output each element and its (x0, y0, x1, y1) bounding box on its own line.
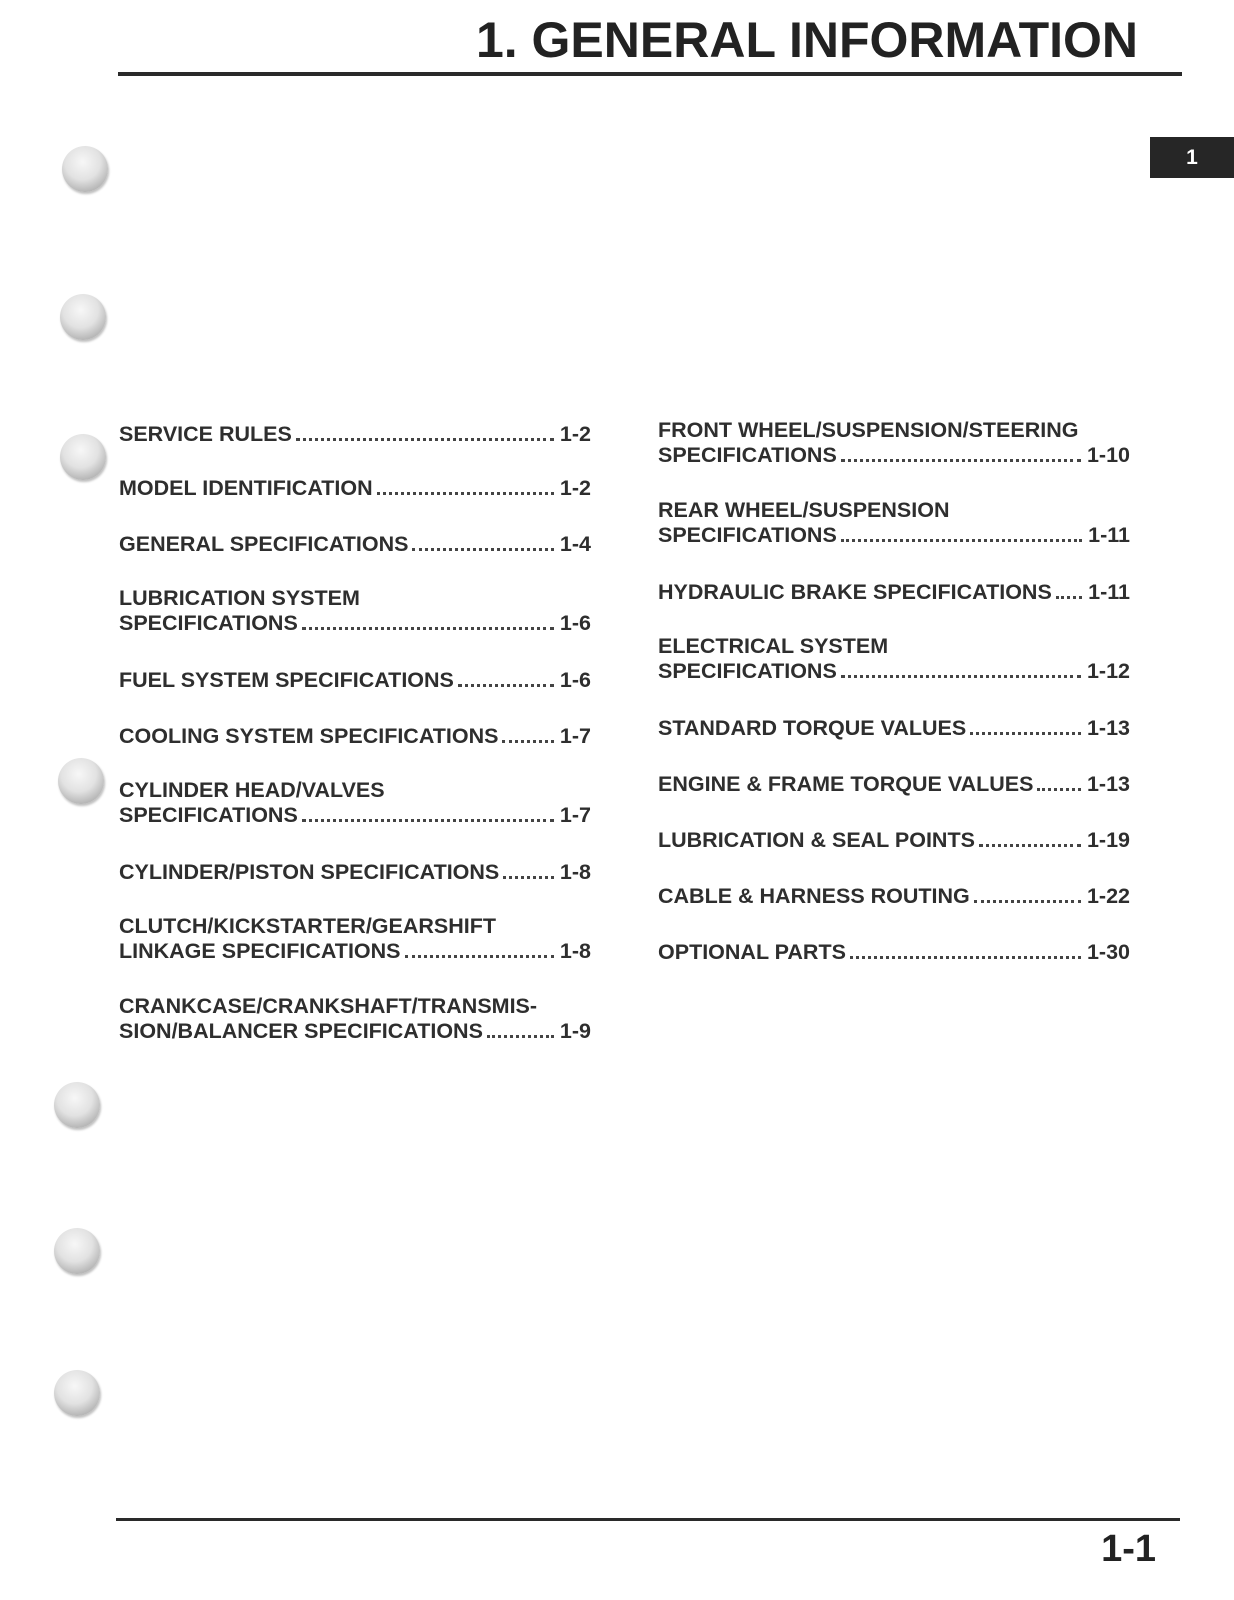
toc-entry-line (119, 803, 591, 828)
toc-entry-label: SPECIFICATIONS (658, 523, 837, 547)
dot-leader (841, 457, 1081, 462)
toc-entry[interactable] (658, 634, 1130, 684)
header-rule (118, 72, 1182, 76)
toc-entry-label: COOLING SYSTEM SPECIFICATIONS (119, 724, 499, 748)
toc-entry-page: 1-13 (1086, 772, 1130, 796)
toc-entry[interactable] (119, 860, 591, 885)
binder-hole-icon (58, 758, 104, 804)
toc-entry-line (119, 422, 591, 447)
toc-entry-label: SERVICE RULES (119, 422, 292, 446)
toc-entry-page: 1-12 (1086, 659, 1130, 683)
toc-entry-page: 1-7 (559, 724, 591, 748)
toc-entry-title-line: ELECTRICAL SYSTEM (658, 634, 889, 658)
toc-entry-page: 1-19 (1086, 828, 1130, 852)
toc-entry-line (658, 659, 1130, 684)
toc-entry-label: SION/BALANCER SPECIFICATIONS (119, 1019, 483, 1043)
toc-entry-label: SPECIFICATIONS (658, 443, 837, 467)
toc-entry-label: OPTIONAL PARTS (658, 940, 846, 964)
dot-leader (405, 953, 554, 958)
dot-leader (377, 490, 554, 495)
toc-entry[interactable] (658, 418, 1130, 468)
binder-hole-icon (54, 1082, 100, 1128)
dot-leader (1037, 786, 1080, 791)
toc-entry[interactable] (119, 914, 591, 964)
toc-entry-line (658, 884, 1130, 909)
dot-leader (487, 1033, 554, 1038)
toc-entry[interactable] (658, 772, 1130, 797)
toc-entry-label: ENGINE & FRAME TORQUE VALUES (658, 772, 1034, 796)
dot-leader (302, 817, 554, 822)
toc-entry-line (658, 716, 1130, 741)
toc-entry-line (119, 860, 591, 885)
toc-entry[interactable] (119, 586, 591, 636)
toc-entry-title-line: LUBRICATION SYSTEM (119, 586, 360, 610)
dot-leader (412, 546, 553, 551)
toc-entry-label: FUEL SYSTEM SPECIFICATIONS (119, 668, 454, 692)
toc-entry-line (658, 443, 1130, 468)
dot-leader (970, 730, 1081, 735)
toc-entry-label: LINKAGE SPECIFICATIONS (119, 939, 401, 963)
toc-entry-title-line: CLUTCH/KICKSTARTER/GEARSHIFT (119, 914, 497, 938)
footer-rule (116, 1518, 1180, 1521)
dot-leader (502, 738, 553, 743)
toc-entry-page: 1-11 (1088, 580, 1130, 604)
toc-entry-label: CABLE & HARNESS ROUTING (658, 884, 970, 908)
toc-entry-page: 1-30 (1086, 940, 1130, 964)
dot-leader (979, 842, 1081, 847)
toc-entry-page: 1-6 (559, 611, 591, 635)
toc-entry-label: SPECIFICATIONS (119, 611, 298, 635)
toc-entry-title-line: REAR WHEEL/SUSPENSION (658, 498, 950, 522)
toc-entry[interactable] (119, 994, 591, 1044)
toc-entry-label: MODEL IDENTIFICATION (119, 476, 373, 500)
section-tab: 1 (1150, 137, 1234, 178)
toc-entry-line (658, 828, 1130, 853)
binder-hole-icon (60, 294, 106, 340)
dot-leader (1056, 594, 1082, 599)
binder-hole-icon (60, 434, 106, 480)
toc-entry[interactable] (658, 580, 1130, 605)
toc-entry-label: SPECIFICATIONS (119, 803, 298, 827)
toc-entry[interactable] (119, 422, 591, 447)
toc-entry-page: 1-10 (1086, 443, 1130, 467)
dot-leader (503, 874, 554, 879)
toc-entry[interactable] (119, 532, 591, 557)
toc-entry-page: 1-8 (559, 860, 591, 884)
toc-entry[interactable] (658, 716, 1130, 741)
toc-entry-line (119, 1019, 591, 1044)
toc-entry-label: LUBRICATION & SEAL POINTS (658, 828, 975, 852)
toc-entry-line (119, 532, 591, 557)
dot-leader (302, 625, 554, 630)
toc-entry[interactable] (658, 940, 1130, 965)
toc-entry-page: 1-7 (559, 803, 591, 827)
dot-leader (850, 954, 1081, 959)
toc-entry[interactable] (119, 476, 591, 501)
toc-entry-label: SPECIFICATIONS (658, 659, 837, 683)
toc-entry-page: 1-9 (559, 1019, 591, 1043)
toc-entry[interactable] (119, 724, 591, 749)
toc-entry-title-line: FRONT WHEEL/SUSPENSION/STEERING (658, 418, 1079, 442)
toc-entry-page: 1-22 (1086, 884, 1130, 908)
toc-entry-page: 1-13 (1086, 716, 1130, 740)
toc-entry[interactable] (658, 498, 1130, 548)
toc-entry-label: CYLINDER/PISTON SPECIFICATIONS (119, 860, 500, 884)
dot-leader (841, 673, 1081, 678)
toc-entry-line (658, 772, 1130, 797)
page-number: 1-1 (1101, 1528, 1156, 1570)
toc-entry-page: 1-4 (559, 532, 591, 556)
toc-entry-title-line: CYLINDER HEAD/VALVES (119, 778, 385, 802)
toc-entry-page: 1-2 (559, 476, 591, 500)
binder-hole-icon (62, 146, 108, 192)
toc-entry-line (119, 476, 591, 501)
binder-hole-icon (54, 1228, 100, 1274)
toc-entry-page: 1-6 (559, 668, 591, 692)
toc-entry-page: 1-8 (559, 939, 591, 963)
toc-entry[interactable] (119, 778, 591, 828)
toc-entry-label: GENERAL SPECIFICATIONS (119, 532, 409, 556)
page-title: 1. GENERAL INFORMATION (475, 12, 1138, 68)
dot-leader (458, 682, 554, 687)
toc-entry-title-line: CRANKCASE/CRANKSHAFT/TRANSMIS- (119, 994, 538, 1018)
toc-entry-label: HYDRAULIC BRAKE SPECIFICATIONS (658, 580, 1052, 604)
toc-entry-line (119, 724, 591, 749)
dot-leader (974, 898, 1081, 903)
toc-entry[interactable] (658, 828, 1130, 853)
dot-leader (296, 436, 554, 441)
toc-entry-line (658, 580, 1130, 605)
dot-leader (841, 537, 1082, 542)
toc-entry[interactable] (658, 884, 1130, 909)
toc-entry-page: 1-11 (1088, 523, 1130, 547)
toc-entry-line (658, 940, 1130, 965)
binder-hole-icon (54, 1370, 100, 1416)
toc-entry-line (119, 939, 591, 964)
toc-entry-label: STANDARD TORQUE VALUES (658, 716, 967, 740)
toc-entry-line (119, 668, 591, 693)
toc-entry[interactable] (119, 668, 591, 693)
toc-entry-line (658, 523, 1130, 548)
toc-entry-line (119, 611, 591, 636)
toc-entry-page: 1-2 (559, 422, 591, 446)
